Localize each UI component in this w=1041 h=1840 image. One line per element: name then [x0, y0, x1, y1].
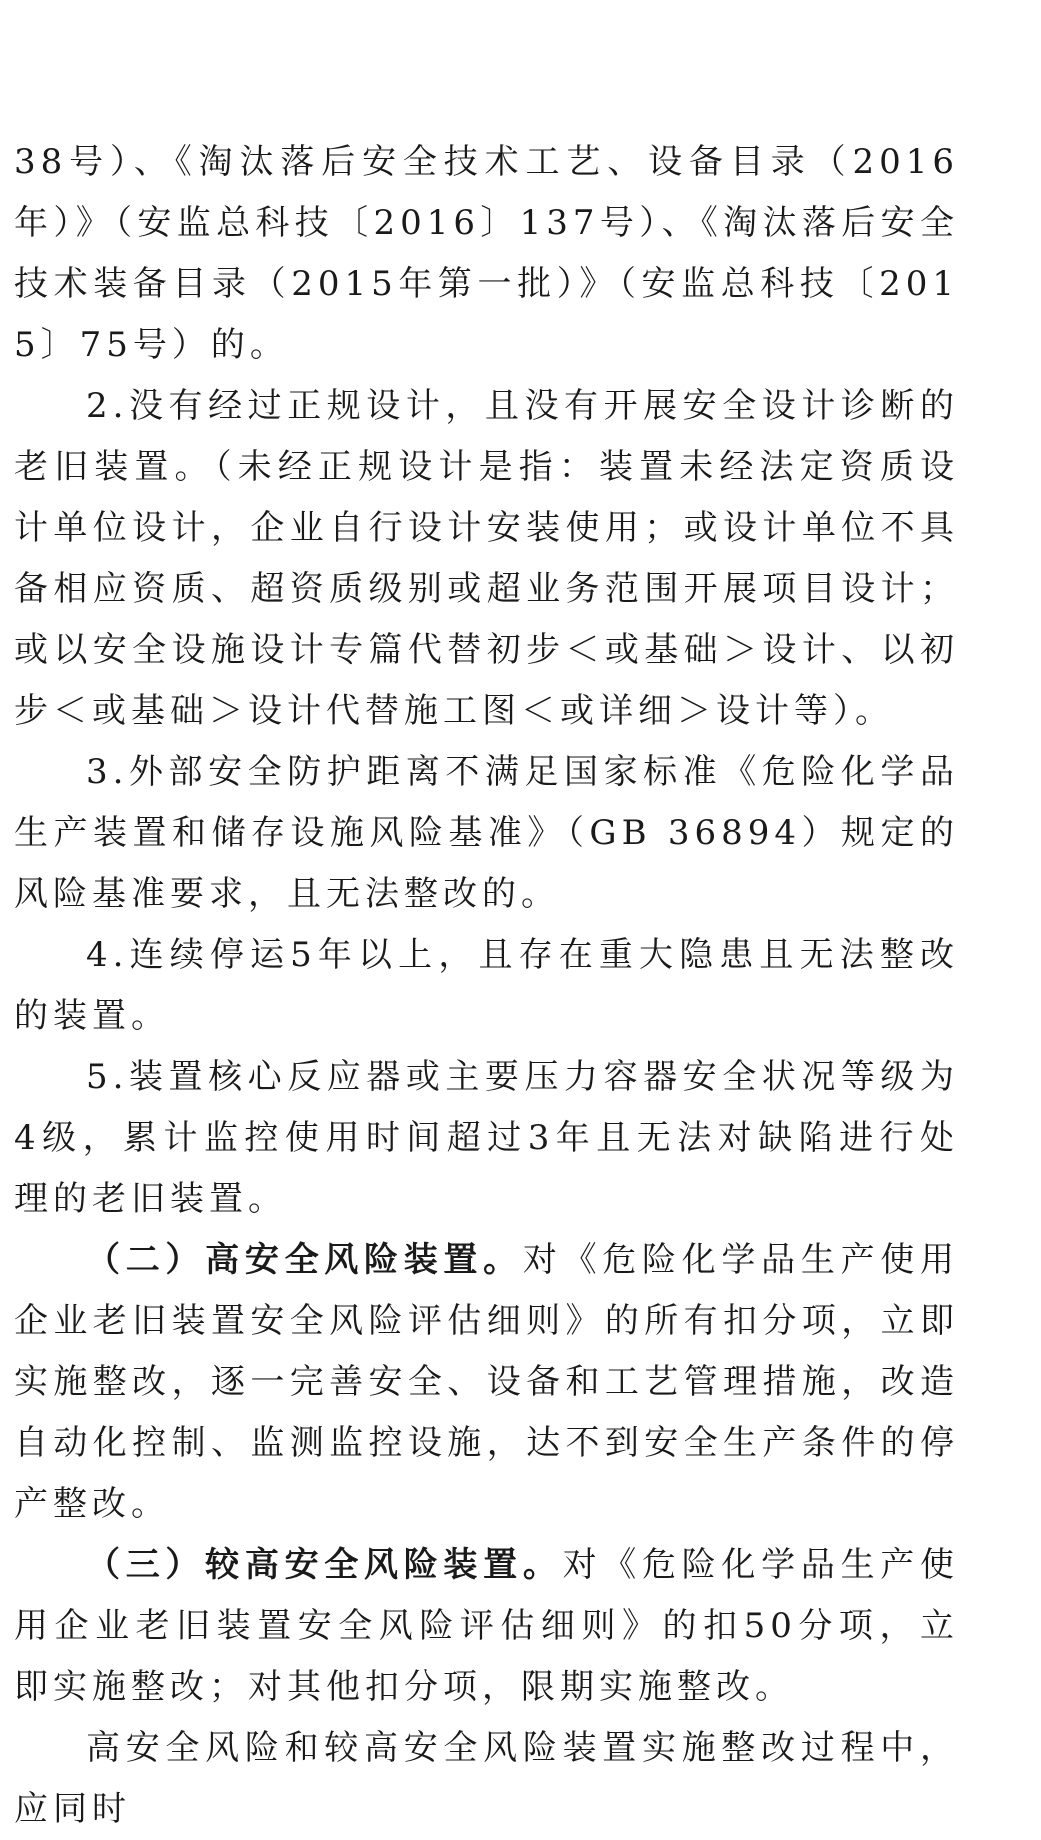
paragraph-item-4: [14, 925, 959, 1047]
paragraph-section-2: [14, 1230, 959, 1535]
paragraph-item-2: [14, 376, 959, 742]
paragraph-text: 2.没有经过正规设计，且没有开展安全设计诊断的老旧装置。（未经正规设计是指：装置未经法定资质设计单位设计，企业自行设计安装使用；或设计单位不具备相应资质、超资质级别或超业务范围开展项目设计；或以安全设施设计专篇代替初步＜或基础＞设计、以初步＜或基础＞设计代替施工图＜或详细＞设计等）。: [14, 386, 959, 731]
paragraph-text: 高安全风险和较高安全风险装置实施整改过程中，应同时: [14, 1728, 959, 1829]
paragraph-text: 5.装置核心反应器或主要压力容器安全状况等级为4级，累计监控使用时间超过3年且无法对缺陷进行处理的老旧装置。: [14, 1057, 959, 1219]
paragraph-item-3: [14, 742, 959, 925]
paragraph-text: 3.外部安全防护距离不满足国家标准《危险化学品生产装置和储存设施风险基准》（GB 36894）规定的风险基准要求，且无法整改的。: [14, 752, 959, 914]
paragraph-continuation: [14, 132, 959, 376]
paragraph-item-5: [14, 1047, 959, 1230]
section-heading: （三）较高安全风险装置。: [86, 1545, 563, 1585]
paragraph-text: 4.连续停运5年以上，且存在重大隐患且无法整改的装置。: [14, 935, 959, 1036]
paragraph-closing: [14, 1718, 959, 1840]
paragraph-text: 38号）、《淘汰落后安全技术工艺、设备目录（2016年）》（安监总科技〔2016〕137号）、《淘汰落后安全技术装备目录（2015年第一批）》（安监总科技〔2015〕75号）的。: [14, 142, 959, 365]
paragraph-text: 对《危险化学品生产使用企业老旧装置安全风险评估细则》的所有扣分项，立即实施整改，逐一完善安全、设备和工艺管理措施，改造自动化控制、监测监控设施，达不到安全生产条件的停产整改。: [14, 1240, 960, 1524]
section-heading: （二）高安全风险装置。: [86, 1240, 523, 1280]
paragraph-section-3: [14, 1535, 959, 1718]
paragraph-text: 对《危险化学品生产使用企业老旧装置安全风险评估细则》的扣50分项，立即实施整改；对其他扣分项，限期实施整改。: [14, 1545, 960, 1707]
document-body: [14, 132, 959, 1840]
